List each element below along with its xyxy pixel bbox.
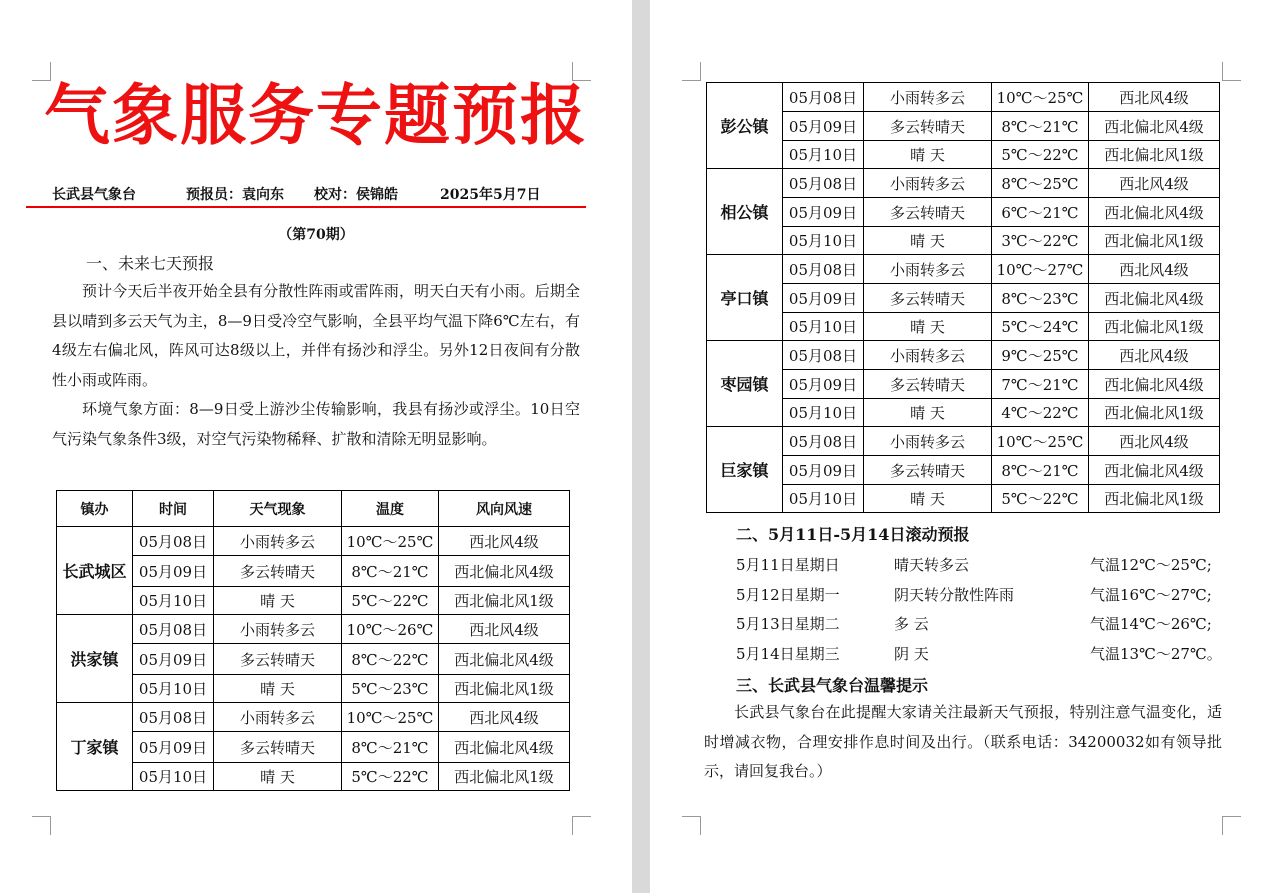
table-row (707, 427, 1220, 456)
crop-mark (32, 816, 51, 835)
weather-cell: 小雨转多云 (214, 527, 342, 556)
column-header: 天气现象 (214, 491, 342, 527)
date-cell: 05月09日 (783, 198, 864, 227)
temperature-cell: 5℃～24℃ (992, 313, 1089, 341)
weather-cell: 晴 天 (864, 485, 992, 513)
rolling-day: 5月14日星期三 (736, 644, 840, 663)
weather-cell: 多云转晴天 (214, 644, 342, 675)
weather-cell: 小雨转多云 (864, 341, 992, 370)
issue-date: 2025年5月7日 (440, 187, 541, 203)
wind-cell: 西北风4级 (1089, 427, 1220, 456)
rolling-weather: 多 云 (894, 615, 929, 633)
date-cell: 05月08日 (783, 83, 864, 112)
town-name: 长武城区 (57, 527, 133, 615)
town-name: 枣园镇 (707, 341, 783, 427)
weather-cell: 多云转晴天 (214, 732, 342, 763)
wind-cell: 西北偏北风4级 (1089, 112, 1220, 141)
date-cell: 05月10日 (783, 313, 864, 341)
crop-mark (682, 816, 701, 835)
forecast-table-part1 (56, 490, 570, 791)
town-name: 丁家镇 (57, 703, 133, 791)
temperature-cell: 9℃～25℃ (992, 341, 1089, 370)
column-header: 风向风速 (439, 491, 570, 527)
weather-cell: 小雨转多云 (864, 427, 992, 456)
wind-cell: 西北偏北风4级 (439, 644, 570, 675)
wind-cell: 西北偏北风4级 (439, 732, 570, 763)
table-row (707, 112, 1220, 141)
date-cell: 05月09日 (133, 556, 214, 587)
temperature-cell: 8℃～21℃ (992, 456, 1089, 485)
wind-cell: 西北风4级 (439, 527, 570, 556)
date-cell: 05月09日 (133, 644, 214, 675)
temperature-cell: 8℃～23℃ (992, 284, 1089, 313)
wind-cell: 西北风4级 (439, 615, 570, 644)
rolling-temp: 气温16℃～27℃; (1090, 585, 1212, 604)
wind-cell: 西北偏北风1级 (439, 675, 570, 703)
date-cell: 05月10日 (133, 675, 214, 703)
wind-cell: 西北偏北风1级 (439, 763, 570, 791)
weather-cell: 小雨转多云 (864, 255, 992, 284)
proofreader: 校对：侯锦皓 (314, 187, 398, 203)
rolling-temp: 气温12℃～25℃; (1090, 556, 1212, 574)
date-cell: 05月10日 (783, 399, 864, 427)
date-cell: 05月09日 (783, 284, 864, 313)
page-gutter (632, 0, 650, 893)
table-row (57, 615, 570, 644)
rolling-weather: 晴天转多云 (894, 556, 970, 574)
table-row (707, 284, 1220, 313)
masthead-title: 气象服务专题预报 (44, 77, 588, 154)
town-name: 巨家镇 (707, 427, 783, 513)
weather-cell: 晴 天 (214, 587, 342, 615)
weather-cell: 多云转晴天 (864, 112, 992, 141)
wind-cell: 西北风4级 (439, 703, 570, 732)
wind-cell: 西北偏北风1级 (1089, 313, 1220, 341)
rolling-weather: 阴天转分散性阵雨 (894, 585, 1015, 604)
town-name: 相公镇 (707, 169, 783, 255)
date-cell: 05月08日 (783, 255, 864, 284)
wind-cell: 西北偏北风4级 (1089, 370, 1220, 399)
rolling-weather: 阴 天 (894, 644, 929, 663)
weather-cell: 多云转晴天 (864, 284, 992, 313)
wind-cell: 西北偏北风1级 (439, 587, 570, 615)
table-row (707, 313, 1220, 341)
table-row (707, 227, 1220, 255)
date-cell: 05月09日 (783, 456, 864, 485)
temperature-cell: 6℃～21℃ (992, 198, 1089, 227)
weather-cell: 晴 天 (864, 141, 992, 169)
temperature-cell: 10℃～27℃ (992, 255, 1089, 284)
temperature-cell: 8℃～21℃ (342, 556, 439, 587)
temperature-cell: 5℃～23℃ (342, 675, 439, 703)
column-header: 镇办 (57, 491, 133, 527)
date-cell: 05月08日 (133, 615, 214, 644)
table-row (57, 556, 570, 587)
temperature-cell: 10℃～25℃ (992, 427, 1089, 456)
rolling-temp: 气温13℃～27℃。 (1090, 644, 1222, 663)
forecast-paragraph: 预计今天后半夜开始全县有分散性阵雨或雷阵雨，明天白天有小雨。后期全县以晴到多云天气为主，8—9日受冷空气影响，全县平均气温下降6℃左右，有4级左右偏北风，阵风可达8级以上，并伴有扬沙和浮尘。另外12日夜间有分散性小雨或阵雨。 (52, 282, 580, 389)
weather-cell: 晴 天 (214, 763, 342, 791)
weather-cell: 小雨转多云 (214, 703, 342, 732)
weather-cell: 晴 天 (864, 399, 992, 427)
temperature-cell: 10℃～25℃ (342, 527, 439, 556)
table-row (707, 198, 1220, 227)
date-cell: 05月08日 (133, 527, 214, 556)
wind-cell: 西北偏北风1级 (1089, 399, 1220, 427)
town-name: 洪家镇 (57, 615, 133, 703)
section-heading-1: 一、未来七天预报 (86, 254, 215, 273)
crop-mark (572, 816, 591, 835)
weather-cell: 晴 天 (864, 313, 992, 341)
crop-mark (682, 62, 701, 81)
crop-mark (1222, 62, 1241, 81)
date-cell: 05月10日 (133, 587, 214, 615)
date-cell: 05月08日 (783, 169, 864, 198)
date-cell: 05月10日 (133, 763, 214, 791)
wind-cell: 西北风4级 (1089, 255, 1220, 284)
table-row (707, 370, 1220, 399)
table-row (707, 169, 1220, 198)
weather-cell: 多云转晴天 (864, 456, 992, 485)
table-row (707, 456, 1220, 485)
document-page-left (0, 0, 632, 893)
column-header: 时间 (133, 491, 214, 527)
weather-cell: 小雨转多云 (864, 83, 992, 112)
issue-number: （第70期） (278, 227, 354, 243)
temperature-cell: 10℃～25℃ (992, 83, 1089, 112)
wind-cell: 西北偏北风4级 (439, 556, 570, 587)
wind-cell: 西北偏北风1级 (1089, 141, 1220, 169)
environment-paragraph: 环境气象方面：8—9日受上游沙尘传输影响，我县有扬沙或浮尘。10日空气污染气象条件3级，对空气污染物稀释、扩散和清除无明显影响。 (52, 400, 580, 448)
temperature-cell: 10℃～26℃ (342, 615, 439, 644)
rolling-day: 5月13日星期二 (736, 615, 840, 633)
weather-cell: 多云转晴天 (214, 556, 342, 587)
wind-cell: 西北偏北风4级 (1089, 284, 1220, 313)
rolling-day: 5月11日星期日 (736, 556, 840, 574)
rolling-day: 5月12日星期一 (736, 585, 840, 604)
section-heading-2: 二、5月11日-5月14日滚动预报 (736, 525, 970, 544)
info-line (52, 184, 592, 204)
wind-cell: 西北偏北风1级 (1089, 485, 1220, 513)
wind-cell: 西北偏北风1级 (1089, 227, 1220, 255)
wind-cell: 西北偏北风4级 (1089, 456, 1220, 485)
weather-cell: 晴 天 (214, 675, 342, 703)
date-cell: 05月10日 (783, 141, 864, 169)
wind-cell: 西北偏北风4级 (1089, 198, 1220, 227)
table-row (707, 341, 1220, 370)
table-row (57, 587, 570, 615)
weather-cell: 多云转晴天 (864, 198, 992, 227)
table-row (57, 703, 570, 732)
temperature-cell: 4℃～22℃ (992, 399, 1089, 427)
weather-cell: 晴 天 (864, 227, 992, 255)
temperature-cell: 8℃～21℃ (992, 112, 1089, 141)
temperature-cell: 8℃～25℃ (992, 169, 1089, 198)
table-row (707, 485, 1220, 513)
weather-cell: 多云转晴天 (864, 370, 992, 399)
table-row (707, 255, 1220, 284)
table-row (707, 399, 1220, 427)
table-row (707, 141, 1220, 169)
date-cell: 05月08日 (783, 427, 864, 456)
forecast-table-part2 (706, 82, 1220, 513)
temperature-cell: 3℃～22℃ (992, 227, 1089, 255)
forecaster: 预报员：袁向东 (186, 187, 284, 203)
table-row (57, 732, 570, 763)
table-row (57, 763, 570, 791)
temperature-cell: 5℃～22℃ (342, 763, 439, 791)
crop-mark (1222, 816, 1241, 835)
weather-cell: 小雨转多云 (864, 169, 992, 198)
table-row (57, 675, 570, 703)
table-header-row (57, 491, 570, 527)
temperature-cell: 10℃～25℃ (342, 703, 439, 732)
wind-cell: 西北风4级 (1089, 83, 1220, 112)
red-divider (26, 206, 586, 208)
table-row (707, 83, 1220, 112)
weather-cell: 小雨转多云 (214, 615, 342, 644)
date-cell: 05月09日 (783, 370, 864, 399)
temperature-cell: 7℃～21℃ (992, 370, 1089, 399)
temperature-cell: 5℃～22℃ (992, 141, 1089, 169)
rolling-temp: 气温14℃～26℃; (1090, 615, 1212, 633)
date-cell: 05月08日 (783, 341, 864, 370)
date-cell: 05月09日 (133, 732, 214, 763)
temperature-cell: 8℃～22℃ (342, 644, 439, 675)
org-name: 长武县气象台 (52, 187, 136, 203)
section-heading-3: 三、长武县气象台温馨提示 (736, 676, 929, 695)
column-header: 温度 (342, 491, 439, 527)
date-cell: 05月10日 (783, 485, 864, 513)
reminder-paragraph: 长武县气象台在此提醒大家请关注最新天气预报，特别注意气温变化，适时增减衣物，合理安排作息时间及出行。（联系电话：34200032如有领导批示，请回复我台。） (704, 703, 1222, 780)
temperature-cell: 5℃～22℃ (992, 485, 1089, 513)
date-cell: 05月09日 (783, 112, 864, 141)
table-row (57, 527, 570, 556)
date-cell: 05月08日 (133, 703, 214, 732)
date-cell: 05月10日 (783, 227, 864, 255)
town-name: 亭口镇 (707, 255, 783, 341)
wind-cell: 西北风4级 (1089, 341, 1220, 370)
town-name: 彭公镇 (707, 83, 783, 169)
temperature-cell: 5℃～22℃ (342, 587, 439, 615)
temperature-cell: 8℃～21℃ (342, 732, 439, 763)
wind-cell: 西北风4级 (1089, 169, 1220, 198)
table-row (57, 644, 570, 675)
